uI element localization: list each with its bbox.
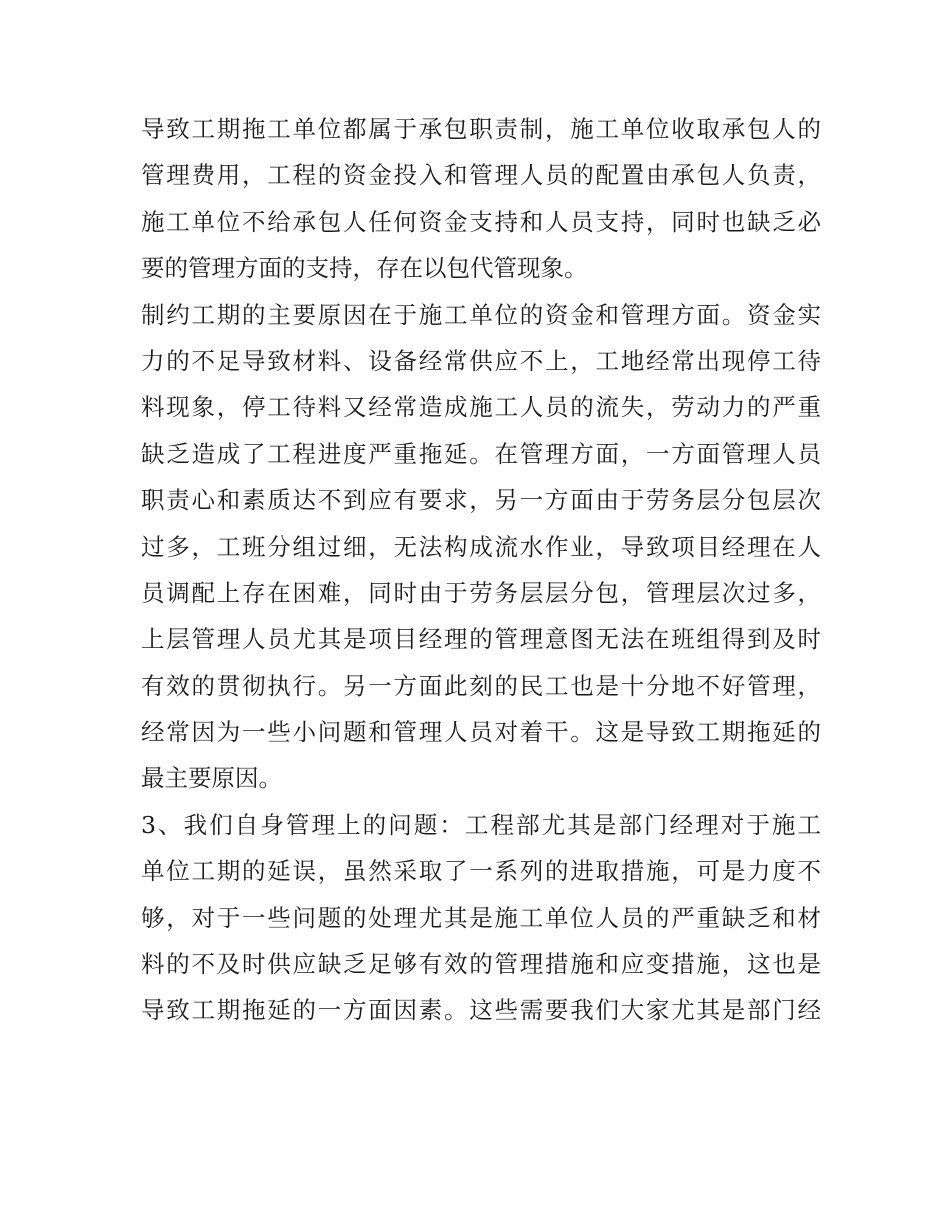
- text-line: 料现象，停工待料又经常造成施工人员的流失，劳动力的严重: [141, 393, 821, 422]
- text-line: 制约工期的主要原因在于施工单位的资金和管理方面。资金实: [141, 300, 821, 329]
- text-line: 导致工期拖工单位都属于承包职责制，施工单位收取承包人的: [141, 115, 821, 143]
- text-line: 施工单位不给承包人任何资金支持和人员支持，同时也缺乏必: [141, 207, 821, 236]
- document-body: [141, 106, 821, 1034]
- text-line: 够，对于一些问题的处理尤其是施工单位人员的严重缺乏和材: [141, 903, 821, 932]
- text-line: 缺乏造成了工程进度严重拖延。在管理方面，一方面管理人员: [141, 439, 821, 468]
- text-line: 单位工期的延误，虽然采取了一系列的进取措施，可是力度不: [141, 857, 821, 886]
- text-line: 职责心和素质达不到应有要求，另一方面由于劳务层分包层次: [141, 486, 821, 515]
- text-line: 管理费用，工程的资金投入和管理人员的配置由承包人负责，: [141, 161, 821, 190]
- text-line: 上层管理人员尤其是项目经理的管理意图无法在班组得到及时: [141, 625, 821, 654]
- text-line: 要的管理方面的支持，存在以包代管现象。: [141, 254, 588, 283]
- text-line: 最主要原因。: [141, 764, 282, 793]
- text-line: 经常因为一些小问题和管理人员对着干。这是导致工期拖延的: [141, 718, 821, 747]
- text-line: 力的不足导致材料、设备经常供应不上，工地经常出现停工待: [141, 346, 821, 375]
- text-line: 3、我们自身管理上的问题：工程部尤其是部门经理对于施工: [141, 810, 821, 839]
- text-line: 员调配上存在困难，同时由于劳务层层分包，管理层次过多，: [141, 578, 821, 607]
- text-line: 有效的贯彻执行。另一方面此刻的民工也是十分地不好管理，: [141, 671, 821, 700]
- paragraph-1: [141, 106, 821, 292]
- text-line: 导致工期拖延的一方面因素。这些需要我们大家尤其是部门经: [141, 996, 821, 1025]
- paragraph-2: [141, 292, 821, 802]
- paragraph-3: [141, 802, 821, 1034]
- text-line: 料的不及时供应缺乏足够有效的管理措施和应变措施，这也是: [141, 950, 821, 979]
- text-line: 过多，工班分组过细，无法构成流水作业，导致项目经理在人: [141, 532, 821, 561]
